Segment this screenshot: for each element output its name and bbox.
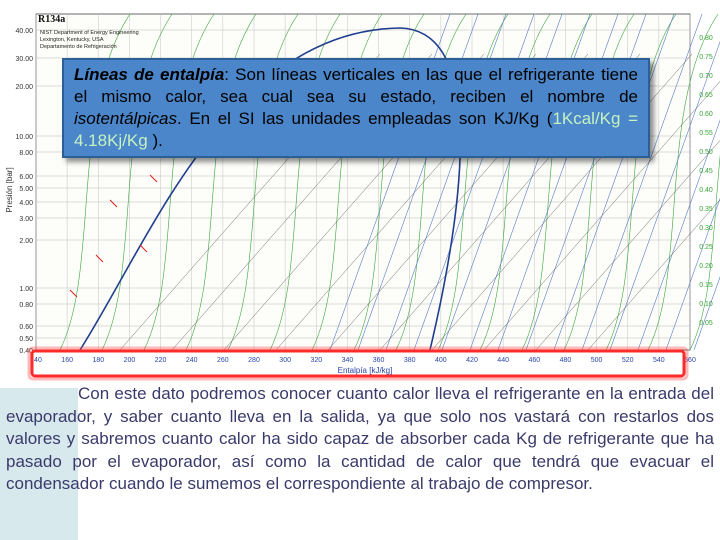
x-tick-label: 180 — [92, 357, 105, 364]
right-tick-label: 0.30 — [699, 225, 713, 232]
y-tick-label: 40.00 — [15, 28, 33, 35]
callout-term-isotentalpicas: isotentálpicas — [74, 109, 178, 128]
right-tick-label: 0.60 — [699, 111, 713, 118]
right-tick-label: 0.70 — [699, 73, 713, 80]
y-tick-label: 0.50 — [19, 336, 33, 343]
y-tick-label: 30.00 — [15, 56, 33, 63]
callout-term: Líneas de entalpía — [74, 65, 225, 84]
right-tick-label: 0.75 — [699, 54, 713, 61]
x-axis-label: Entalpía [kJ/kg] — [337, 366, 393, 375]
y-tick-label: 10.00 — [15, 134, 33, 141]
y-axis-label: Presión [bar] — [5, 167, 14, 213]
x-tick-label: 140 — [30, 357, 42, 364]
y-tick-label: 2.00 — [19, 238, 33, 245]
y-tick-label: 8.00 — [19, 150, 33, 157]
y-tick-label: 0.60 — [19, 324, 33, 331]
y-tick-label: 20.00 — [15, 84, 33, 91]
right-tick-label: 0.55 — [699, 130, 713, 137]
callout-text-1: : Son líneas verticales en las que el refrigerante tiene el mismo calor, sea cual sea su estado, reciben el nombre de — [74, 65, 638, 106]
right-tick-label: 0.80 — [699, 35, 713, 42]
x-tick-label: 300 — [279, 357, 291, 364]
x-tick-label: 280 — [248, 357, 260, 364]
body-paragraph — [6, 383, 714, 496]
x-tick-label: 360 — [372, 357, 385, 364]
right-tick-label: 0.05 — [699, 320, 713, 327]
x-tick-label: 560 — [684, 357, 696, 364]
x-tick-label: 240 — [185, 357, 198, 364]
right-tick-label: 0.40 — [699, 187, 713, 194]
x-tick-label: 540 — [653, 357, 665, 364]
header-line: Lexington, Kentucky, USA — [40, 37, 104, 43]
x-tick-label: 500 — [590, 357, 603, 364]
x-tick-label: 480 — [559, 357, 572, 364]
y-tick-label: 3.00 — [19, 216, 33, 223]
x-tick-label: 460 — [528, 357, 541, 364]
right-tick-label: 0.50 — [699, 149, 713, 156]
x-tick-label: 200 — [123, 357, 136, 364]
header-line: NIST Department of Energy Engineering — [40, 30, 139, 36]
y-tick-label: 5.00 — [19, 186, 33, 193]
y-tick-label: 0.80 — [19, 302, 33, 309]
right-tick-label: 0.10 — [699, 301, 713, 308]
y-tick-label: 0.40 — [19, 348, 33, 355]
header-line: Departamento de Refrigeración — [40, 44, 117, 50]
right-tick-label: 0.25 — [699, 244, 713, 251]
x-tick-label: 260 — [217, 357, 229, 364]
right-tick-label: 0.20 — [699, 263, 713, 270]
right-tick-label: 0.45 — [699, 168, 713, 175]
y-tick-label: 6.00 — [19, 174, 33, 181]
callout-text-3: ). — [147, 131, 163, 150]
x-tick-label: 520 — [621, 357, 634, 364]
callout-conversion: 1Kcal/Kg = 4.18Kj/Kg — [74, 109, 638, 150]
right-tick-label: 0.35 — [699, 206, 713, 213]
x-tick-label: 320 — [310, 357, 323, 364]
body-text: Con este dato podremos conocer cuanto calor lleva el refrigerante en la entrada del evaporador, y saber cuanto lleva en la salida, ya que solo nos vastará con restarlos dos valores y sabremos cuanto calor ha sido capaz de absorber cada Kg de refrigerante que ha pasado por el evaporador, así como la cantidad de calor que tendrá que evacuar el condensador cuando le sumemos el correspondiente al trabajo de compresor. — [6, 384, 714, 494]
x-tick-label: 400 — [435, 357, 447, 364]
x-tick-label: 160 — [61, 357, 73, 364]
y-tick-label: 1.00 — [19, 286, 33, 293]
x-tick-label: 440 — [497, 357, 509, 364]
y-tick-label: 4.00 — [19, 200, 33, 207]
callout-text-2: . En el SI las unidades empleadas son KJ/Kg ( — [177, 109, 553, 128]
refrigerant-title: R134a — [38, 14, 66, 25]
right-tick-label: 0.15 — [699, 282, 713, 289]
x-tick-label: 220 — [154, 357, 167, 364]
enthalpy-callout-box — [62, 58, 650, 158]
x-tick-label: 420 — [466, 357, 478, 364]
right-tick-label: 0.65 — [699, 92, 713, 99]
x-tick-label: 340 — [341, 357, 354, 364]
x-tick-label: 380 — [403, 357, 416, 364]
